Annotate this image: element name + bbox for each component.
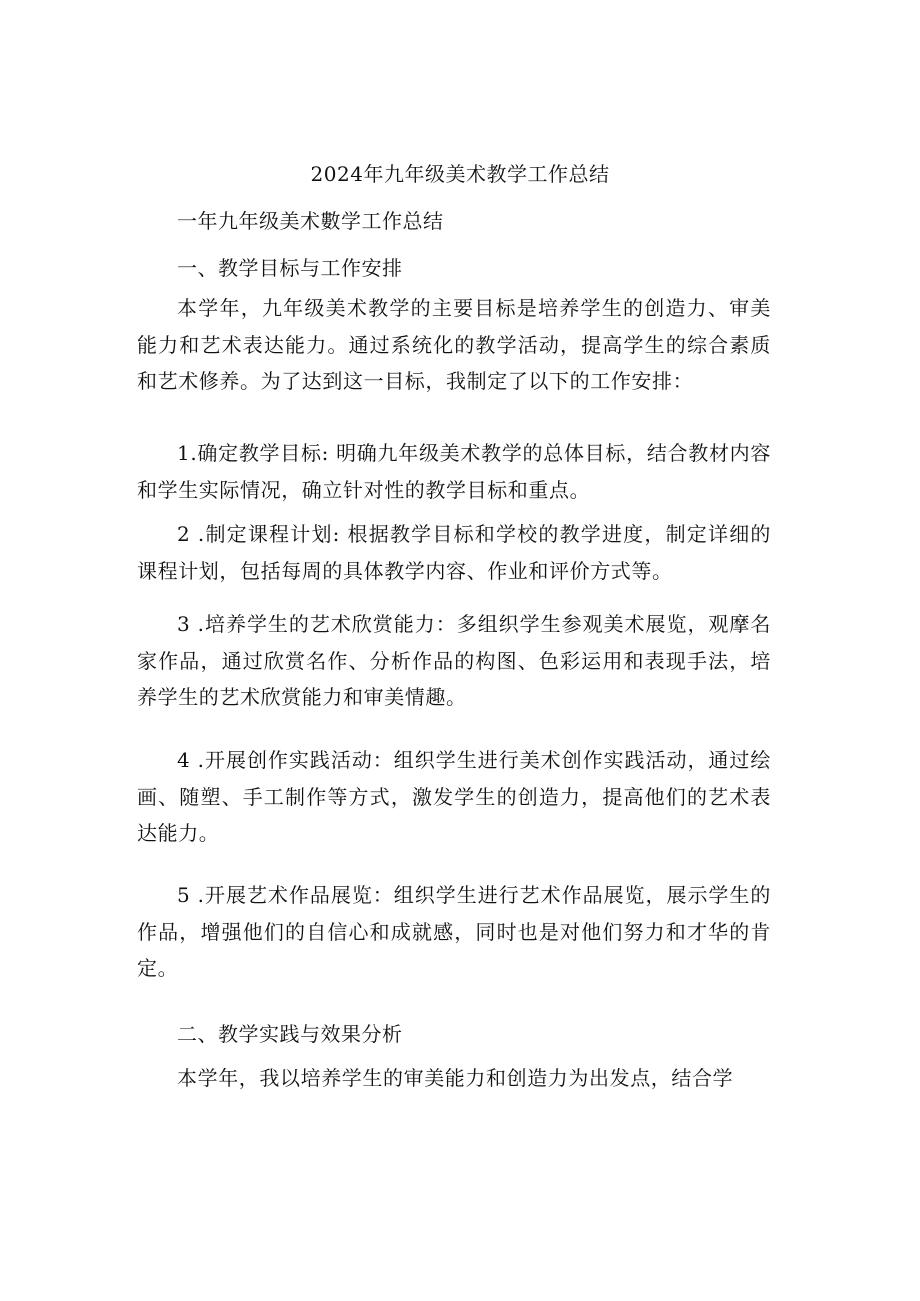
list-item: 5 .开展艺术作品展览：组织学生进行艺术作品展览，展示学生的作品，增强他们的自信心和成就感，同时也是对他们努力和才华的肯定。 <box>137 883 771 980</box>
section-heading-2: 二、教学实践与效果分析 <box>177 1022 403 1046</box>
intro-paragraph: 本学年，九年级美术教学的主要目标是培养学生的创造力、审美能力和艺术表达能力。通过系统化的教学活动，提高学生的综合素质和艺术修养。为了达到这一目标，我制定了以下的工作安排： <box>137 296 771 393</box>
list-item: 1.确定教学目标: 明确九年级美术教学的总体目标，结合教材内容和学生实际情况，确立针对性的教学目标和重点。 <box>137 441 771 502</box>
document-subtitle: 一年九年级美术數学工作总结 <box>177 209 444 233</box>
list-item: 3 .培养学生的艺术欣赏能力：多组织学生参观美术展览，观摩名家作品，通过欣赏名作、分析作品的构图、色彩运用和表现手法，培养学生的艺术欣赏能力和审美情趣。 <box>137 612 771 709</box>
list-item: 4 .开展创作实践活动：组织学生进行美术创作实践活动，通过绘画、随塑、手工制作等方式，激发学生的创造力，提高他们的艺术表达能力。 <box>137 748 771 845</box>
section2-paragraph: 本学年，我以培养学生的审美能力和创造力为出发点，结合学 <box>177 1066 734 1090</box>
section-heading-1: 一、教学目标与工作安排 <box>177 256 403 280</box>
document-title: 2024年九年级美术教学工作总结 <box>310 162 610 186</box>
list-item: 2 .制定课程计划: 根据教学目标和学校的教学进度，制定详细的课程计划，包括每周的具体教学内容、作业和评价方式等。 <box>137 522 771 583</box>
